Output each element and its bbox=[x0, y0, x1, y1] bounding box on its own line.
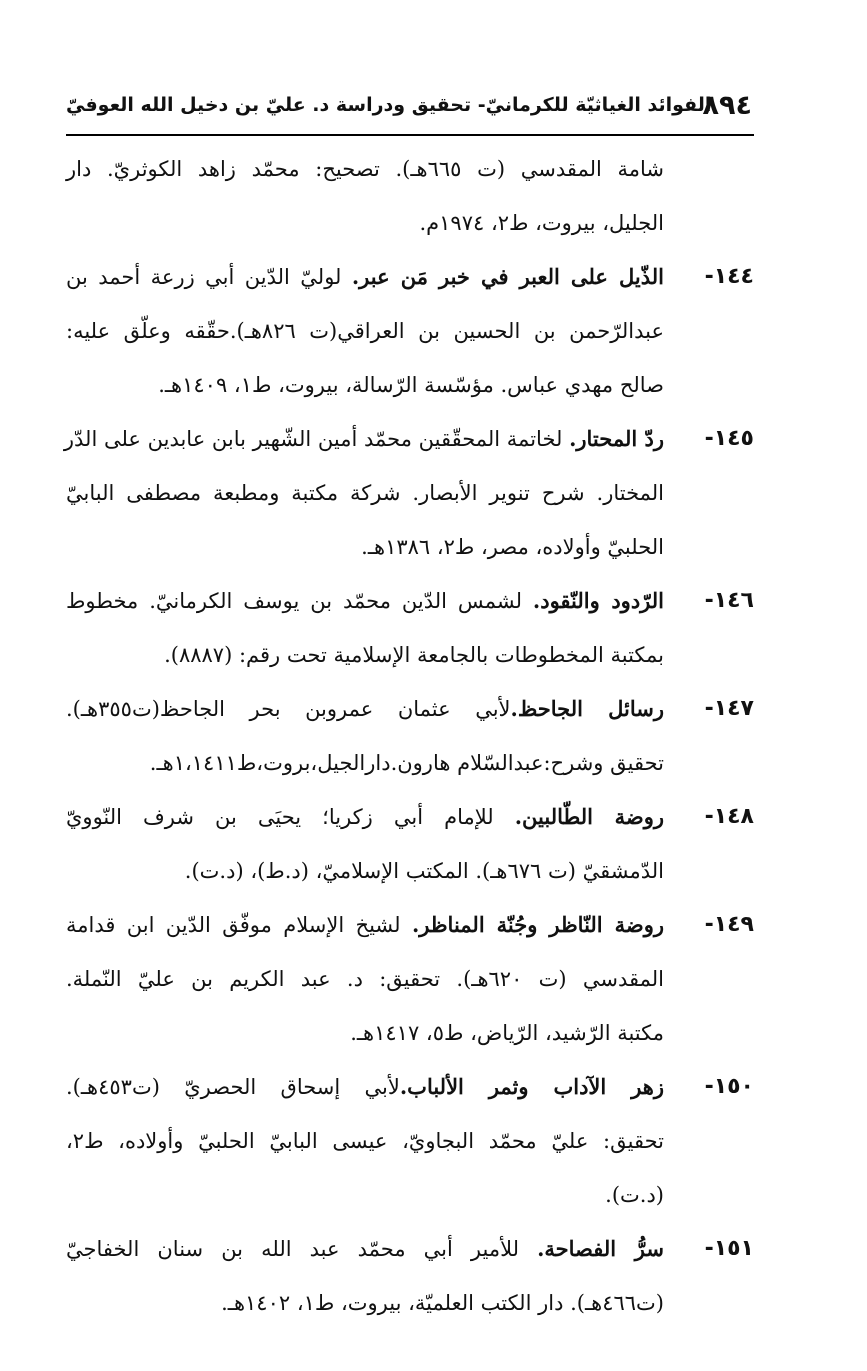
entry-number: ١٤٧- bbox=[704, 696, 754, 721]
entry-line: الحلبيّ وأولاده، مصر، ط٢، ١٣٨٦هـ. bbox=[361, 535, 664, 559]
entry-number: ١٤٥- bbox=[704, 426, 754, 451]
entry-title: ردّ المحتار. bbox=[569, 426, 664, 451]
entry-title: روضة النّاظر وجُنّة المناظر. bbox=[411, 912, 665, 937]
page-header bbox=[66, 88, 754, 136]
entry-number: ١٥٠- bbox=[704, 1074, 754, 1099]
bibliography-entry: ١٥١- سرُّ الفصاحة. للأمير أبي محمّد عبد الله بن سنان الخفاجيّ bbox=[66, 1222, 754, 1276]
entry-number: ١٤٩- bbox=[704, 912, 754, 937]
bibliography-entry: ١٤٥- ردّ المحتار. لخاتمة المحقّقين محمّد أمين الشّهير بابن عابدين على الدّر bbox=[66, 412, 754, 466]
entry-line: مكتبة الرّشيد، الرّياض، ط٥، ١٤١٧هـ. bbox=[350, 1021, 664, 1045]
bibliography-entry: ١٤٧- رسائل الجاحظ.لأبي عثمان عمروبن بحر الجاحظ(ت٣٥٥هـ). bbox=[66, 682, 754, 736]
entry-line: (ت٤٦٦هـ). دار الكتب العلميّة، بيروت، ط١، ١٤٠٢هـ. bbox=[221, 1291, 664, 1315]
bibliography-entry: ١٥٠- زهر الآداب وثمر الألباب.لأبي إسحاق الحصريّ (ت٤٥٣هـ). bbox=[66, 1060, 754, 1114]
entry-line: (د.ت). bbox=[605, 1183, 664, 1207]
entry-line: المختار. شرح تنوير الأبصار. شركة مكتبة ومطبعة مصطفى البابيّ bbox=[66, 481, 664, 505]
entry-number: ١٥١- bbox=[704, 1236, 754, 1261]
entry-number: ١٤٨- bbox=[704, 804, 754, 829]
entry-line: صالح مهدي عباس. مؤسّسة الرّسالة، بيروت، ط١، ١٤٠٩هـ. bbox=[158, 373, 664, 397]
entry-title: رسائل الجاحظ. bbox=[510, 696, 664, 721]
bibliography-entry: ١٤٩- روضة النّاظر وجُنّة المناظر. لشيخ الإسلام موفّق الدّين ابن قدامة bbox=[66, 898, 754, 952]
continuation-line: شامة المقدسي (ت ٦٦٥هـ). تصحيح: محمّد زاهد الكوثريّ. دار bbox=[66, 157, 665, 181]
entry-line: المقدسي (ت ٦٢٠هـ). تحقيق: د. عبد الكريم بن عليّ النّملة. bbox=[66, 967, 665, 991]
entry-line: تحقيق: عليّ محمّد البجاويّ، عيسى البابيّ الحلبيّ وأولاده، ط٢، bbox=[66, 1129, 664, 1153]
entry-title: الرّدود والنّقود. bbox=[532, 588, 664, 613]
entry-title: سرُّ الفصاحة. bbox=[537, 1236, 664, 1261]
bibliography-entry: ١٤٤- الذّيل على العبر في خبر مَن عبر. لوليّ الدّين أبي زرعة أحمد بن bbox=[66, 250, 754, 304]
entry-number: ١٤٤- bbox=[704, 264, 754, 289]
running-title: الفوائد الغياثيّة للكرمانيّ- تحقيق ودراسة د. عليّ بن دخيل الله العوفيّ bbox=[66, 94, 712, 116]
entry-line: عبدالرّحمن بن الحسين بن العراقي(ت ٨٢٦هـ).حقّقه وعلّق عليه: bbox=[66, 319, 664, 343]
entry-number: ١٤٦- bbox=[704, 588, 754, 613]
page-number: ٨٩٤ bbox=[702, 90, 752, 121]
entry-line: بمكتبة المخطوطات بالجامعة الإسلامية تحت رقم: (٨٨٨٧). bbox=[164, 643, 664, 667]
entry-line: تحقيق وشرح:عبدالسّلام هارون.دارالجيل،بروت،ط١،١٤١١هـ. bbox=[149, 751, 664, 775]
bibliography-entry: ١٤٨- روضة الطّالبين. للإمام أبي زكريا؛ يحيَى بن شرف النّوويّ bbox=[66, 790, 754, 844]
entry-title: زهر الآداب وثمر الألباب. bbox=[399, 1074, 664, 1099]
entry-title: روضة الطّالبين. bbox=[514, 804, 664, 829]
entry-line: الدّمشقيّ (ت ٦٧٦هـ). المكتب الإسلاميّ، (د.ط)، (د.ت). bbox=[184, 859, 664, 883]
entry-title: الذّيل على العبر في خبر مَن عبر. bbox=[351, 264, 664, 289]
continuation-line: الجليل، بيروت، ط٢، ١٩٧٤م. bbox=[419, 211, 664, 235]
bibliography-entry: ١٤٦- الرّدود والنّقود. لشمس الدّين محمّد بن يوسف الكرمانيّ. مخطوط bbox=[66, 574, 754, 628]
